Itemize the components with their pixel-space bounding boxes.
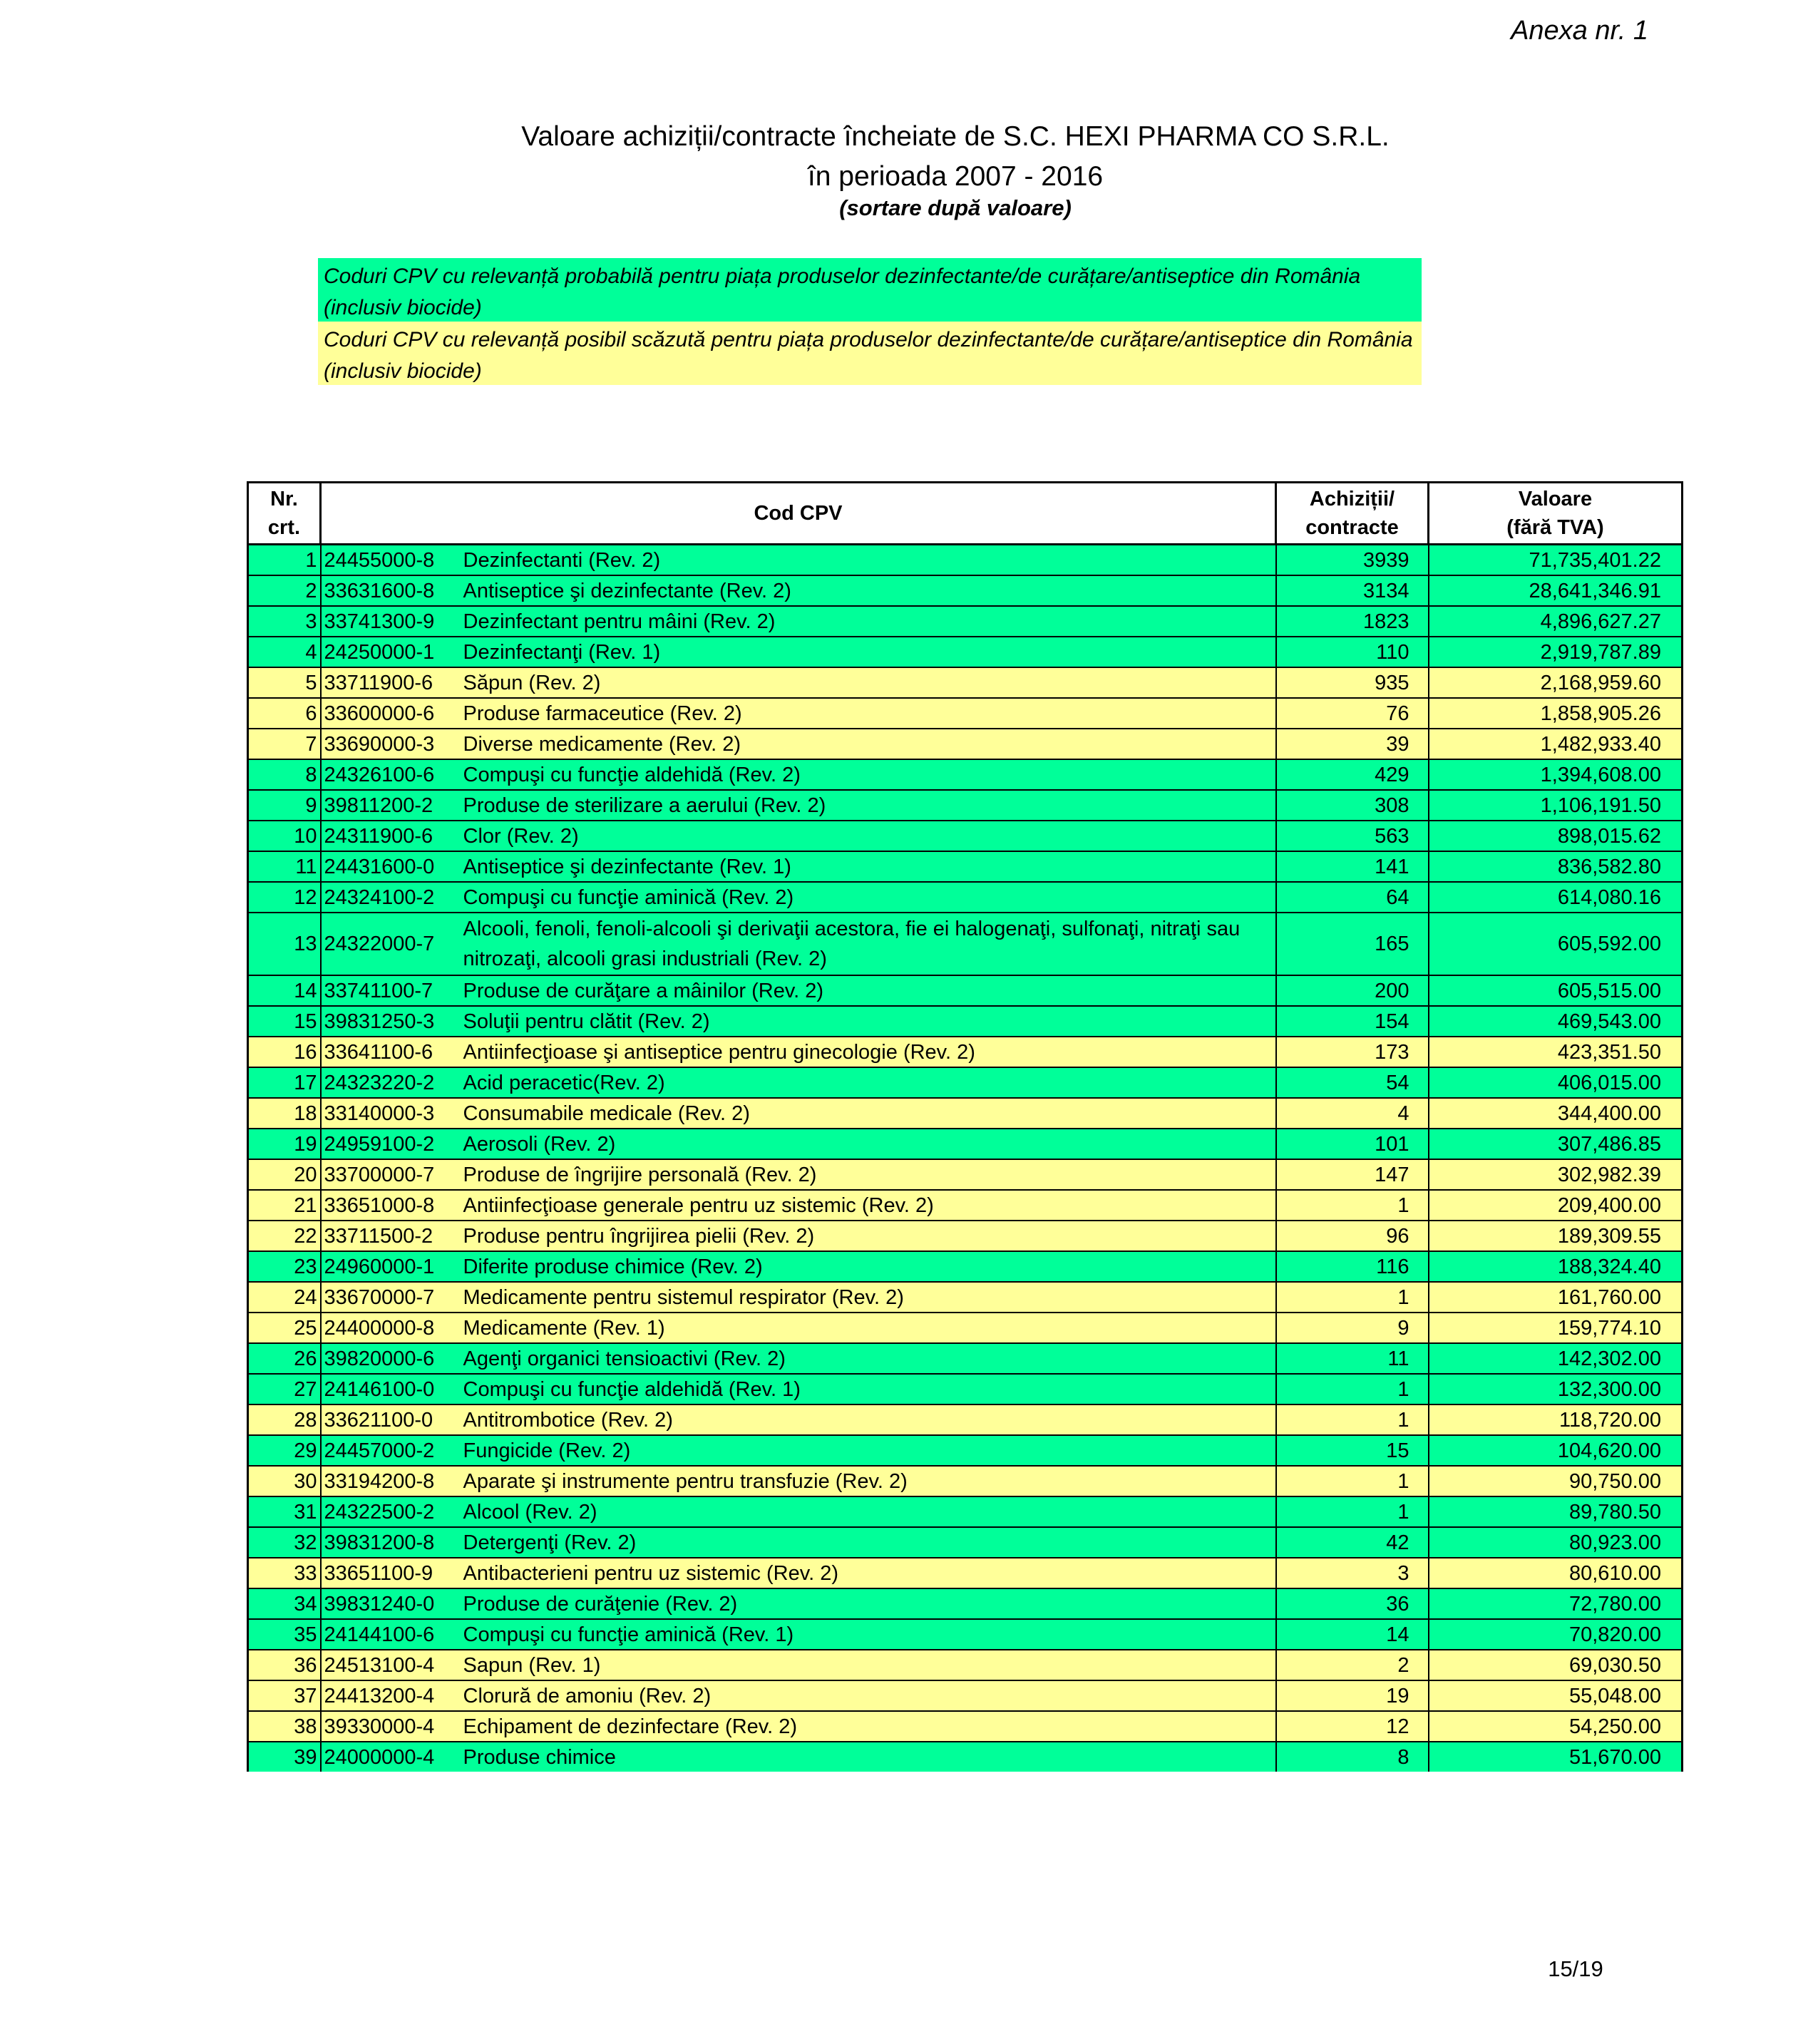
cpv-description: Dezinfectanţi (Rev. 1)	[456, 637, 1276, 667]
table-row	[248, 851, 1683, 882]
cpv-code: 33700000-7	[321, 1159, 456, 1190]
valoare-amount: 161,760.00	[1429, 1282, 1683, 1313]
achizitii-count: 308	[1276, 790, 1429, 821]
valoare-amount: 1,394,608.00	[1429, 759, 1683, 790]
table-header-row	[248, 483, 1683, 545]
row-number: 14	[248, 975, 321, 1006]
row-number: 31	[248, 1496, 321, 1527]
cpv-description: Produse farmaceutice (Rev. 2)	[456, 698, 1276, 729]
cpv-description: Acid peracetic(Rev. 2)	[456, 1067, 1276, 1098]
cpv-code: 39330000-4	[321, 1711, 456, 1742]
column-header-nr: Nr. crt.	[248, 483, 321, 545]
achizitii-count: 110	[1276, 637, 1429, 667]
cpv-code: 33600000-6	[321, 698, 456, 729]
table-row	[248, 1374, 1683, 1404]
row-number: 6	[248, 698, 321, 729]
row-number: 34	[248, 1588, 321, 1619]
cpv-description: Agenţi organici tensioactivi (Rev. 2)	[456, 1343, 1276, 1374]
title-line-2: în perioada 2007 - 2016	[807, 161, 1104, 192]
achizitii-count: 165	[1276, 913, 1429, 975]
table-row	[248, 1098, 1683, 1129]
row-number: 26	[248, 1343, 321, 1374]
achizitii-count: 4	[1276, 1098, 1429, 1129]
valoare-amount: 142,302.00	[1429, 1343, 1683, 1374]
row-number: 22	[248, 1221, 321, 1251]
valoare-amount: 69,030.50	[1429, 1650, 1683, 1680]
cpv-description: Clorură de amoniu (Rev. 2)	[456, 1680, 1276, 1711]
table-row	[248, 1742, 1683, 1772]
table-row	[248, 1037, 1683, 1067]
row-number: 12	[248, 882, 321, 913]
achizitii-count: 1	[1276, 1466, 1429, 1496]
table-row	[248, 667, 1683, 698]
valoare-amount: 836,582.80	[1429, 851, 1683, 882]
cpv-code: 24146100-0	[321, 1374, 456, 1404]
table-row	[248, 698, 1683, 729]
row-number: 29	[248, 1435, 321, 1466]
annex-label: Anexa nr. 1	[1511, 16, 1648, 46]
row-number: 36	[248, 1650, 321, 1680]
cpv-code: 24400000-8	[321, 1313, 456, 1343]
achizitii-count: 1	[1276, 1190, 1429, 1221]
achizitii-count: 935	[1276, 667, 1429, 698]
cpv-description: Fungicide (Rev. 2)	[456, 1435, 1276, 1466]
achizitii-count: 12	[1276, 1711, 1429, 1742]
achizitii-count: 563	[1276, 821, 1429, 851]
valoare-amount: 54,250.00	[1429, 1711, 1683, 1742]
cpv-code: 24324100-2	[321, 882, 456, 913]
cpv-description: Soluţii pentru clătit (Rev. 2)	[456, 1006, 1276, 1037]
valoare-amount: 70,820.00	[1429, 1619, 1683, 1650]
table-row	[248, 729, 1683, 759]
achizitii-count: 3134	[1276, 575, 1429, 606]
cpv-description: Dezinfectant pentru mâini (Rev. 2)	[456, 606, 1276, 637]
cpv-code: 24431600-0	[321, 851, 456, 882]
achizitii-count: 36	[1276, 1588, 1429, 1619]
row-number: 27	[248, 1374, 321, 1404]
row-number: 18	[248, 1098, 321, 1129]
cpv-code: 39820000-6	[321, 1343, 456, 1374]
cpv-description: Diferite produse chimice (Rev. 2)	[456, 1251, 1276, 1282]
row-number: 5	[248, 667, 321, 698]
cpv-description: Antibacterieni pentru uz sistemic (Rev. 2)	[456, 1558, 1276, 1588]
table-row	[248, 1680, 1683, 1711]
row-number: 11	[248, 851, 321, 882]
row-number: 25	[248, 1313, 321, 1343]
row-number: 3	[248, 606, 321, 637]
cpv-code: 33711900-6	[321, 667, 456, 698]
cpv-code: 24250000-1	[321, 637, 456, 667]
cpv-code: 24959100-2	[321, 1129, 456, 1159]
table-row	[248, 1650, 1683, 1680]
row-number: 2	[248, 575, 321, 606]
cpv-code: 24413200-4	[321, 1680, 456, 1711]
achizitii-count: 147	[1276, 1159, 1429, 1190]
row-number: 4	[248, 637, 321, 667]
row-number: 19	[248, 1129, 321, 1159]
table-row	[248, 1466, 1683, 1496]
cpv-code: 33741100-7	[321, 975, 456, 1006]
cpv-code: 24457000-2	[321, 1435, 456, 1466]
cpv-code: 39831240-0	[321, 1588, 456, 1619]
achizitii-count: 141	[1276, 851, 1429, 882]
valoare-amount: 2,919,787.89	[1429, 637, 1683, 667]
row-number: 23	[248, 1251, 321, 1282]
table-row	[248, 1404, 1683, 1435]
table-row	[248, 1159, 1683, 1190]
cpv-description: Produse de sterilizare a aerului (Rev. 2)	[456, 790, 1276, 821]
cpv-code: 39831250-3	[321, 1006, 456, 1037]
cpv-description: Antiseptice şi dezinfectante (Rev. 2)	[456, 575, 1276, 606]
achizitii-count: 9	[1276, 1313, 1429, 1343]
cpv-code: 33140000-3	[321, 1098, 456, 1129]
row-number: 30	[248, 1466, 321, 1496]
row-number: 35	[248, 1619, 321, 1650]
valoare-amount: 209,400.00	[1429, 1190, 1683, 1221]
legend-green: Coduri CPV cu relevanță probabilă pentru piața produselor dezinfectante/de curățare/antiseptice din România (inclusiv biocide)	[318, 258, 1422, 322]
row-number: 9	[248, 790, 321, 821]
table-row	[248, 1527, 1683, 1558]
row-number: 7	[248, 729, 321, 759]
table-row	[248, 1435, 1683, 1466]
achizitii-count: 101	[1276, 1129, 1429, 1159]
achizitii-count: 14	[1276, 1619, 1429, 1650]
legend-yellow: Coduri CPV cu relevanță posibil scăzută pentru piața produselor dezinfectante/de curățare/antiseptice din România (inclusiv biocide)	[318, 322, 1422, 385]
cpv-description: Detergenţi (Rev. 2)	[456, 1527, 1276, 1558]
table-row	[248, 759, 1683, 790]
achizitii-count: 154	[1276, 1006, 1429, 1037]
row-number: 38	[248, 1711, 321, 1742]
valoare-amount: 80,610.00	[1429, 1558, 1683, 1588]
valoare-amount: 72,780.00	[1429, 1588, 1683, 1619]
valoare-amount: 159,774.10	[1429, 1313, 1683, 1343]
achizitii-count: 2	[1276, 1650, 1429, 1680]
row-number: 13	[248, 913, 321, 975]
cpv-code: 33651100-9	[321, 1558, 456, 1588]
cpv-description: Produse de curăţenie (Rev. 2)	[456, 1588, 1276, 1619]
cpv-code: 24311900-6	[321, 821, 456, 851]
cpv-description: Medicamente (Rev. 1)	[456, 1313, 1276, 1343]
cpv-description: Produse de îngrijire personală (Rev. 2)	[456, 1159, 1276, 1190]
cpv-code: 24322500-2	[321, 1496, 456, 1527]
page-title	[314, 117, 1597, 197]
row-number: 1	[248, 545, 321, 576]
row-number: 16	[248, 1037, 321, 1067]
cpv-table	[247, 481, 1683, 1772]
cpv-description: Produse de curăţare a mâinilor (Rev. 2)	[456, 975, 1276, 1006]
table-row	[248, 1190, 1683, 1221]
achizitii-count: 3	[1276, 1558, 1429, 1588]
table-row	[248, 821, 1683, 851]
valoare-amount: 132,300.00	[1429, 1374, 1683, 1404]
cpv-code: 39831200-8	[321, 1527, 456, 1558]
table-row	[248, 882, 1683, 913]
cpv-description: Produse pentru îngrijirea pielii (Rev. 2)	[456, 1221, 1276, 1251]
row-number: 32	[248, 1527, 321, 1558]
cpv-description: Compuşi cu funcţie aldehidă (Rev. 1)	[456, 1374, 1276, 1404]
row-number: 8	[248, 759, 321, 790]
table-row	[248, 1496, 1683, 1527]
cpv-description: Produse chimice	[456, 1742, 1276, 1772]
cpv-description: Alcool (Rev. 2)	[456, 1496, 1276, 1527]
valoare-amount: 469,543.00	[1429, 1006, 1683, 1037]
cpv-code: 24322000-7	[321, 913, 456, 975]
cpv-description: Alcooli, fenoli, fenoli-alcooli şi derivaţii acestora, fie ei halogenaţi, sulfonaţi, nitraţi sau nitrozaţi, alcooli grasi industriali (Rev. 2)	[456, 913, 1276, 975]
cpv-code: 24455000-8	[321, 545, 456, 576]
cpv-code: 24326100-6	[321, 759, 456, 790]
table-row	[248, 545, 1683, 576]
table-row	[248, 606, 1683, 637]
cpv-description: Antiinfecţioase şi antiseptice pentru ginecologie (Rev. 2)	[456, 1037, 1276, 1067]
table-row	[248, 975, 1683, 1006]
cpv-code: 24000000-4	[321, 1742, 456, 1772]
table-row	[248, 575, 1683, 606]
table-row	[248, 1282, 1683, 1313]
cpv-code: 33690000-3	[321, 729, 456, 759]
achizitii-count: 1	[1276, 1374, 1429, 1404]
cpv-description: Diverse medicamente (Rev. 2)	[456, 729, 1276, 759]
cpv-code: 24323220-2	[321, 1067, 456, 1098]
valoare-amount: 80,923.00	[1429, 1527, 1683, 1558]
achizitii-count: 173	[1276, 1037, 1429, 1067]
cpv-code: 24960000-1	[321, 1251, 456, 1282]
row-number: 28	[248, 1404, 321, 1435]
row-number: 37	[248, 1680, 321, 1711]
table-row	[248, 1619, 1683, 1650]
achizitii-count: 200	[1276, 975, 1429, 1006]
achizitii-count: 1	[1276, 1282, 1429, 1313]
valoare-amount: 71,735,401.22	[1429, 545, 1683, 576]
cpv-description: Sapun (Rev. 1)	[456, 1650, 1276, 1680]
cpv-code: 33670000-7	[321, 1282, 456, 1313]
cpv-code: 33711500-2	[321, 1221, 456, 1251]
cpv-description: Săpun (Rev. 2)	[456, 667, 1276, 698]
cpv-description: Antitrombotice (Rev. 2)	[456, 1404, 1276, 1435]
column-header-achizitii: Achiziții/ contracte	[1276, 483, 1429, 545]
valoare-amount: 189,309.55	[1429, 1221, 1683, 1251]
achizitii-count: 39	[1276, 729, 1429, 759]
table-row	[248, 1711, 1683, 1742]
valoare-amount: 605,515.00	[1429, 975, 1683, 1006]
cpv-code: 24144100-6	[321, 1619, 456, 1650]
table-row	[248, 790, 1683, 821]
cpv-code: 33621100-0	[321, 1404, 456, 1435]
table-row	[248, 1129, 1683, 1159]
row-number: 17	[248, 1067, 321, 1098]
cpv-description: Compuşi cu funcţie aldehidă (Rev. 2)	[456, 759, 1276, 790]
page-number: 15/19	[1548, 1956, 1603, 1981]
row-number: 33	[248, 1558, 321, 1588]
row-number: 21	[248, 1190, 321, 1221]
achizitii-count: 54	[1276, 1067, 1429, 1098]
cpv-code: 24513100-4	[321, 1650, 456, 1680]
cpv-description: Antiinfecţioase generale pentru uz sistemic (Rev. 2)	[456, 1190, 1276, 1221]
table-row	[248, 1343, 1683, 1374]
valoare-amount: 89,780.50	[1429, 1496, 1683, 1527]
table-row	[248, 1067, 1683, 1098]
cpv-description: Aparate şi instrumente pentru transfuzie (Rev. 2)	[456, 1466, 1276, 1496]
achizitii-count: 42	[1276, 1527, 1429, 1558]
table-row	[248, 1588, 1683, 1619]
valoare-amount: 1,858,905.26	[1429, 698, 1683, 729]
cpv-description: Compuşi cu funcţie aminică (Rev. 2)	[456, 882, 1276, 913]
row-number: 24	[248, 1282, 321, 1313]
table-row	[248, 1313, 1683, 1343]
cpv-code: 39811200-2	[321, 790, 456, 821]
column-header-cod: Cod CPV	[321, 483, 1276, 545]
table-row	[248, 1251, 1683, 1282]
achizitii-count: 11	[1276, 1343, 1429, 1374]
valoare-amount: 406,015.00	[1429, 1067, 1683, 1098]
achizitii-count: 3939	[1276, 545, 1429, 576]
table-body	[248, 545, 1683, 1772]
achizitii-count: 116	[1276, 1251, 1429, 1282]
valoare-amount: 302,982.39	[1429, 1159, 1683, 1190]
valoare-amount: 898,015.62	[1429, 821, 1683, 851]
valoare-amount: 104,620.00	[1429, 1435, 1683, 1466]
valoare-amount: 4,896,627.27	[1429, 606, 1683, 637]
valoare-amount: 51,670.00	[1429, 1742, 1683, 1772]
row-number: 15	[248, 1006, 321, 1037]
cpv-description: Compuşi cu funcţie aminică (Rev. 1)	[456, 1619, 1276, 1650]
achizitii-count: 96	[1276, 1221, 1429, 1251]
cpv-description: Echipament de dezinfectare (Rev. 2)	[456, 1711, 1276, 1742]
valoare-amount: 307,486.85	[1429, 1129, 1683, 1159]
valoare-amount: 188,324.40	[1429, 1251, 1683, 1282]
cpv-description: Aerosoli (Rev. 2)	[456, 1129, 1276, 1159]
valoare-amount: 344,400.00	[1429, 1098, 1683, 1129]
cpv-code: 33641100-6	[321, 1037, 456, 1067]
cpv-description: Antiseptice şi dezinfectante (Rev. 1)	[456, 851, 1276, 882]
page-subtitle: (sortare după valoare)	[839, 195, 1072, 220]
achizitii-count: 1823	[1276, 606, 1429, 637]
valoare-amount: 1,106,191.50	[1429, 790, 1683, 821]
table-row	[248, 1558, 1683, 1588]
cpv-code: 33631600-8	[321, 575, 456, 606]
table-row	[248, 637, 1683, 667]
cpv-code: 33194200-8	[321, 1466, 456, 1496]
row-number: 10	[248, 821, 321, 851]
valoare-amount: 2,168,959.60	[1429, 667, 1683, 698]
achizitii-count: 429	[1276, 759, 1429, 790]
valoare-amount: 90,750.00	[1429, 1466, 1683, 1496]
title-line-1: Valoare achiziții/contracte încheiate de S.C. HEXI PHARMA CO S.R.L.	[521, 121, 1390, 152]
table-row	[248, 1221, 1683, 1251]
valoare-amount: 118,720.00	[1429, 1404, 1683, 1435]
valoare-amount: 614,080.16	[1429, 882, 1683, 913]
valoare-amount: 1,482,933.40	[1429, 729, 1683, 759]
achizitii-count: 8	[1276, 1742, 1429, 1772]
valoare-amount: 423,351.50	[1429, 1037, 1683, 1067]
column-header-valoare: Valoare (fără TVA)	[1429, 483, 1683, 545]
table-row	[248, 913, 1683, 975]
table-row	[248, 1006, 1683, 1037]
achizitii-count: 64	[1276, 882, 1429, 913]
cpv-description: Clor (Rev. 2)	[456, 821, 1276, 851]
achizitii-count: 1	[1276, 1404, 1429, 1435]
achizitii-count: 1	[1276, 1496, 1429, 1527]
cpv-code: 33651000-8	[321, 1190, 456, 1221]
cpv-description: Consumabile medicale (Rev. 2)	[456, 1098, 1276, 1129]
cpv-code: 33741300-9	[321, 606, 456, 637]
valoare-amount: 55,048.00	[1429, 1680, 1683, 1711]
cpv-description: Dezinfectanti (Rev. 2)	[456, 545, 1276, 576]
row-number: 20	[248, 1159, 321, 1190]
achizitii-count: 76	[1276, 698, 1429, 729]
valoare-amount: 28,641,346.91	[1429, 575, 1683, 606]
valoare-amount: 605,592.00	[1429, 913, 1683, 975]
achizitii-count: 15	[1276, 1435, 1429, 1466]
row-number: 39	[248, 1742, 321, 1772]
cpv-description: Medicamente pentru sistemul respirator (Rev. 2)	[456, 1282, 1276, 1313]
achizitii-count: 19	[1276, 1680, 1429, 1711]
